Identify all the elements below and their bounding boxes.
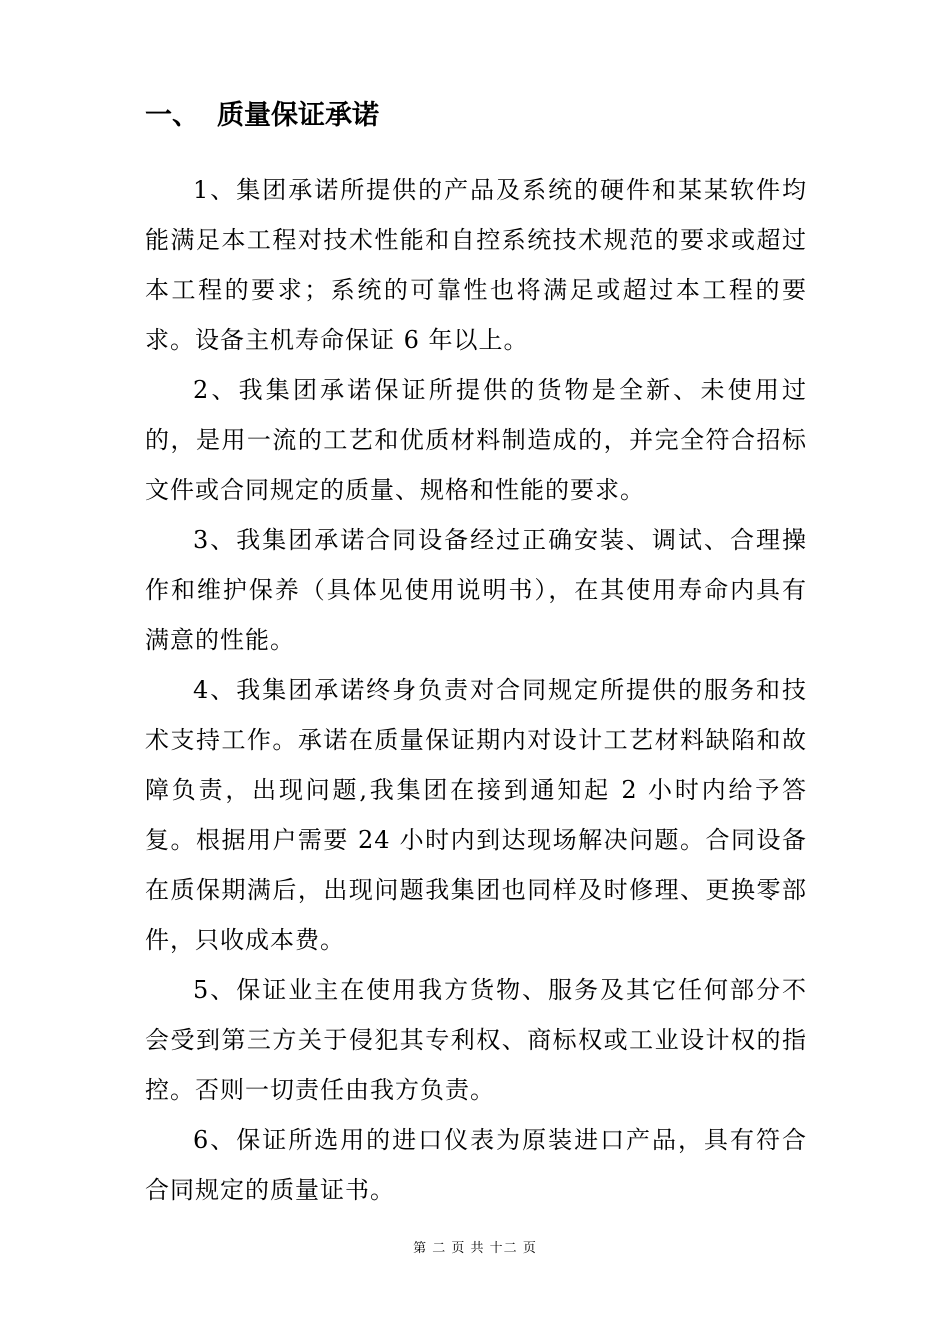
paragraph-4: 4、我集团承诺终身负责对合同规定所提供的服务和技术支持工作。承诺在质量保证期内对设计工艺材料缺陷和故障负责，出现问题,我集团在接到通知起 2 小时内给予答复。根据用户需要 24 小时内到达现场解决问题。合同设备在质保期满后，出现问题我集团也同样及时修理、更换零部件，只收成本费。 <box>145 676 807 954</box>
section-number: 一、 <box>145 100 199 131</box>
paragraph-5: 5、保证业主在使用我方货物、服务及其它任何部分不会受到第三方关于侵犯其专利权、商标权或工业设计权的指控。否则一切责任由我方负责。 <box>145 976 807 1104</box>
paragraph-2: 2、我集团承诺保证所提供的货物是全新、未使用过的，是用一流的工艺和优质材料制造成的，并完全符合招标文件或合同规定的质量、规格和性能的要求。 <box>145 376 807 504</box>
page-footer: 第 二 页 共 十二 页 <box>413 1241 537 1256</box>
section-title: 质量保证承诺 <box>217 100 379 131</box>
section-heading <box>145 94 379 138</box>
body-text <box>145 165 807 1215</box>
paragraph-3: 3、我集团承诺合同设备经过正确安装、调试、合理操作和维护保养（具体见使用说明书），在其使用寿命内具有满意的性能。 <box>145 526 807 654</box>
paragraph-6: 6、保证所选用的进口仪表为原装进口产品，具有符合合同规定的质量证书。 <box>145 1126 807 1204</box>
paragraph-1: 1、集团承诺所提供的产品及系统的硬件和某某软件均能满足本工程对技术性能和自控系统技术规范的要求或超过本工程的要求；系统的可靠性也将满足或超过本工程的要求。设备主机寿命保证 6 年以上。 <box>145 176 807 354</box>
